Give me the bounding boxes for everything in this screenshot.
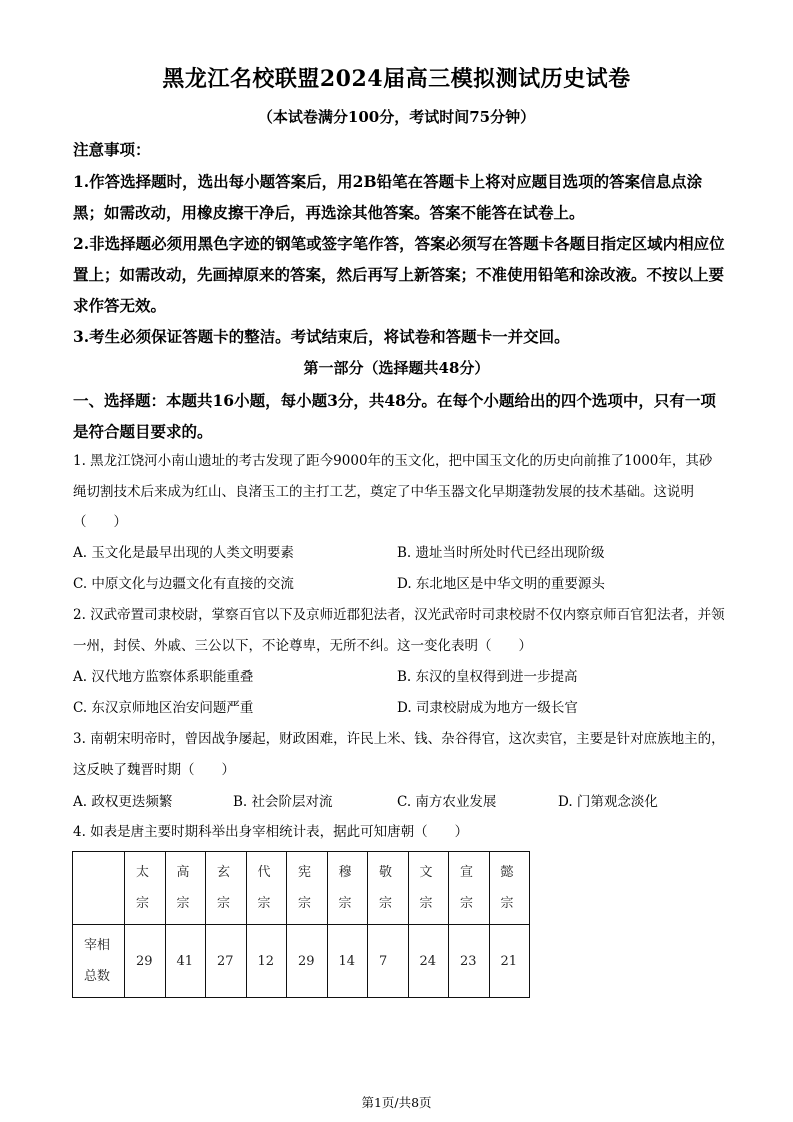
question-1-option-b[interactable]: B. 遗址当时所处时代已经出现阶级 <box>397 545 605 561</box>
table-row <box>73 925 530 998</box>
notice-heading: 注意事项： <box>73 140 151 159</box>
question-1-option-c[interactable]: C. 中原文化与边疆文化有直接的交流 <box>73 576 294 592</box>
row-label-cell: 宰相 总数 <box>73 925 125 998</box>
question-2-option-c[interactable]: C. 东汉京师地区治安问题严重 <box>73 700 254 716</box>
question-3-stem: 3. 南朝宋明帝时，曾因战争屡起，财政困难，许民上米、钱、杂谷得官，这次卖官，主要是针对庶族地主的，这反映了魏晋时期（ ） <box>73 731 725 778</box>
question-1-stem: 1. 黑龙江饶河小南山遗址的考古发现了距今9000年的玉文化，把中国玉文化的历史向前推了1000年，其砂绳切割技术后来成为红山、良渚玉工的主打工艺，奠定了中华玉器文化早期蓬勃发展的技术基础。这说明（ ） <box>73 453 713 530</box>
notice-item: 2.非选择题必须用黑色字迹的钢笔或签字笔作答，答案必须写在答题卡各题目指定区域内相应位置上；如需改动，先画掉原来的答案，然后再写上新答案；不准使用铅笔和涂改液。不按以上要求作答无效。 <box>73 234 725 315</box>
table-corner-cell <box>73 852 125 925</box>
emperor-cell: 懿 宗 <box>489 852 530 925</box>
question-2-option-d[interactable]: D. 司隶校尉成为地方一级长官 <box>397 700 578 716</box>
question-1-option-a[interactable]: A. 玉文化是最早出现的人类文明要素 <box>73 545 294 561</box>
question-3-option-a[interactable]: A. 政权更迭频繁 <box>73 794 173 810</box>
question-2-stem: 2. 汉武帝置司隶校尉，掌察百官以下及京师近郡犯法者，汉光武帝时司隶校尉不仅内察京师百官犯法者，并领一州，封侯、外戚、三公以下，不论尊卑，无所不纠。这一变化表明（ ） <box>73 607 725 654</box>
count-cell: 24 <box>408 925 449 998</box>
emperor-cell: 文 宗 <box>408 852 449 925</box>
count-cell: 23 <box>449 925 490 998</box>
emperor-cell: 玄 宗 <box>206 852 247 925</box>
question-2-option-a[interactable]: A. 汉代地方监察体系职能重叠 <box>73 669 254 685</box>
emperor-cell: 代 宗 <box>246 852 287 925</box>
question-3-option-b[interactable]: B. 社会阶层对流 <box>233 794 333 810</box>
table-header-row <box>73 852 530 925</box>
question-4-stem: 4. 如表是唐主要时期科举出身宰相统计表，据此可知唐朝（ ） <box>73 824 469 840</box>
part-heading: 第一部分（选择题共48分） <box>303 359 490 377</box>
emperor-cell: 高 宗 <box>165 852 206 925</box>
exam-subtitle: （本试卷满分100分，考试时间75分钟） <box>257 108 536 126</box>
count-cell: 29 <box>125 925 166 998</box>
emperor-cell: 敬 宗 <box>368 852 409 925</box>
emperor-cell: 宪 宗 <box>287 852 328 925</box>
count-cell: 14 <box>327 925 368 998</box>
exam-title: 黑龙江名校联盟2024届高三模拟测试历史试卷 <box>162 66 631 92</box>
count-cell: 7 <box>368 925 409 998</box>
question-1-option-d[interactable]: D. 东北地区是中华文明的重要源头 <box>397 576 605 592</box>
chancellor-stats-table <box>72 851 530 998</box>
count-cell: 27 <box>206 925 247 998</box>
emperor-cell: 穆 宗 <box>327 852 368 925</box>
emperor-cell: 太 宗 <box>125 852 166 925</box>
count-cell: 21 <box>489 925 530 998</box>
emperor-cell: 宣 宗 <box>449 852 490 925</box>
count-cell: 12 <box>246 925 287 998</box>
question-2-option-b[interactable]: B. 东汉的皇权得到进一步提高 <box>397 669 578 685</box>
count-cell: 29 <box>287 925 328 998</box>
notice-item: 3.考生必须保证答题卡的整洁。考试结束后，将试卷和答题卡一并交回。 <box>73 327 570 346</box>
notice-item: 1.作答选择题时，选出每小题答案后，用2B铅笔在答题卡上将对应题目选项的答案信息点涂黑；如需改动，用橡皮擦干净后，再选涂其他答案。答案不能答在试卷上。 <box>73 172 703 222</box>
page-footer: 第1页/共8页 <box>361 1095 432 1110</box>
question-3-option-c[interactable]: C. 南方农业发展 <box>397 794 497 810</box>
question-3-option-d[interactable]: D. 门第观念淡化 <box>558 794 658 810</box>
section-heading: 一、选择题：本题共16小题，每小题3分，共48分。在每个小题给出的四个选项中，只有一项是符合题目要求的。 <box>73 391 716 441</box>
count-cell: 41 <box>165 925 206 998</box>
